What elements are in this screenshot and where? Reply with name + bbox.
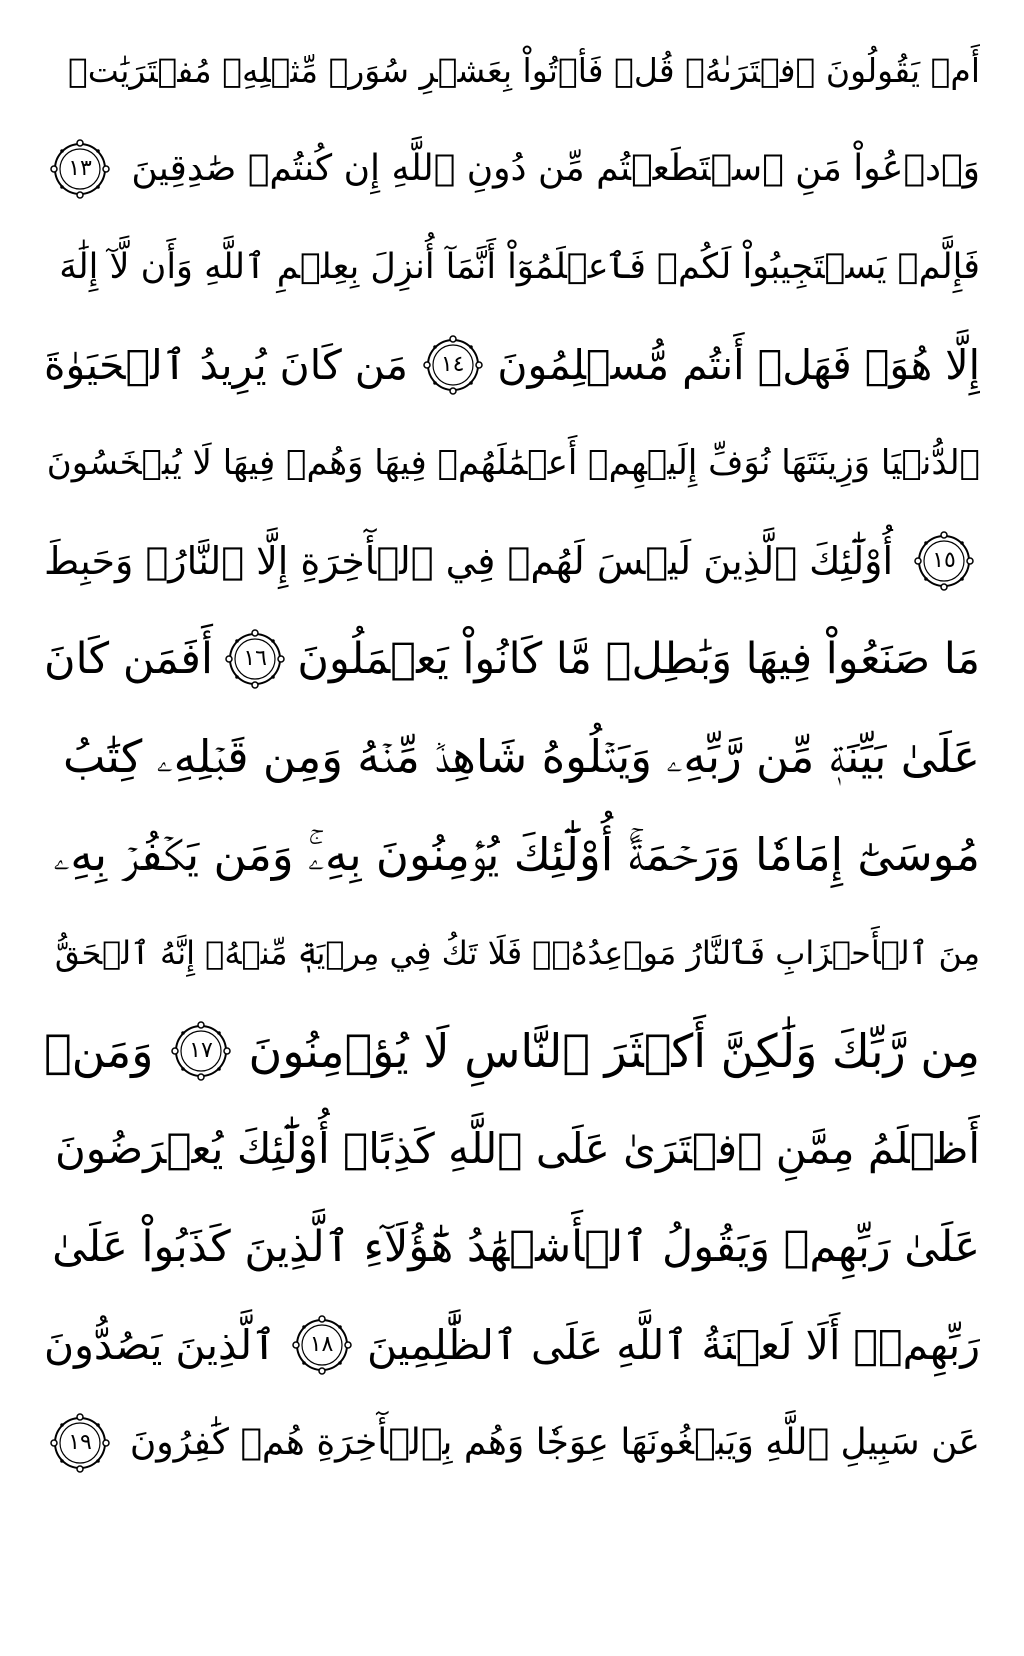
ayah-end-marker [50, 139, 110, 199]
verse-text: وَمَنۡ [44, 1024, 154, 1078]
verse-text: أَفَمَن كَانَ [44, 634, 213, 684]
verse-text: أُوْلَٰٓئِكَ ٱلَّذِينَ لَيۡسَ لَهُمۡ فِي ٱلۡأٓخِرَةِ إِلَّا ٱلنَّارُۖ وَحَبِطَ [44, 539, 894, 583]
verse-text: مِنَ ٱلۡأَحۡزَابِ فَٱلنَّارُ مَوۡعِدُهُۥۚ فَلَا تَكُ فِي مِرۡيَةٖ مِّنۡهُۚ إِنَّهُ ٱلۡحَقُّ [54, 934, 980, 972]
text-line [44, 414, 980, 512]
text-line [44, 218, 980, 316]
text-line [44, 1198, 980, 1296]
verse-text: مِن رَّبِّكَ وَلَٰكِنَّ أَكۡثَرَ ٱلنَّاسِ لَا يُؤۡمِنُونَ [248, 1024, 980, 1078]
verse-text: مَا صَنَعُواْ فِيهَا وَبَٰطِلٞ مَّا كَانُواْ يَعۡمَلُونَ [297, 634, 980, 684]
text-line [44, 708, 980, 806]
text-line [44, 316, 980, 414]
text-line [44, 120, 980, 218]
text-line [44, 1100, 980, 1198]
ayah-end-marker [50, 1413, 110, 1473]
text-line [44, 512, 980, 610]
verse-text: أَمۡ يَقُولُونَ ٱفۡتَرَىٰهُۖ قُلۡ فَأۡتُواْ بِعَشۡرِ سُوَرٖ مِّثۡلِهِۦ مُفۡتَرَيَٰتٖ [68, 51, 980, 90]
ayah-end-marker [914, 531, 974, 591]
ayah-number: ١٦ [243, 646, 267, 671]
verse-text: ٱلَّذِينَ يَصُدُّونَ [44, 1321, 277, 1369]
verse-text-block [44, 22, 980, 1492]
ayah-number: ١٣ [68, 156, 92, 181]
ayah-number: ١٤ [440, 352, 465, 377]
text-line [44, 1394, 980, 1492]
verse-text: وَٱدۡعُواْ مَنِ ٱسۡتَطَعۡتُم مِّن دُونِ ٱللَّهِ إِن كُنتُمۡ صَٰدِقِينَ [131, 148, 980, 189]
verse-text: مُوسَىٰٓ إِمَامٗا وَرَحۡمَةًۚ أُوْلَٰٓئِكَ يُؤۡمِنُونَ بِهِۦۚ وَمَن يَكۡفُرۡ بِهِۦ [53, 828, 980, 881]
verse-text: رَبِّهِمۡۚ أَلَا لَعۡنَةُ ٱللَّهِ عَلَى ٱلظَّٰلِمِينَ [366, 1321, 980, 1369]
ayah-number: ١٥ [932, 548, 956, 573]
ayah-number: ١٩ [68, 1430, 92, 1455]
text-line [44, 1296, 980, 1394]
ayah-end-marker [225, 629, 285, 689]
ayah-number: ١٨ [309, 1332, 334, 1357]
verse-text: عَلَىٰ بَيِّنَةٖ مِّن رَّبِّهِۦ وَيَتۡلُوهُ شَاهِدٞ مِّنۡهُ وَمِن قَبۡلِهِۦ كِتَٰبُ [63, 730, 980, 783]
verse-text: عَلَىٰ رَبِّهِمۡ وَيَقُولُ ٱلۡأَشۡهَٰدُ هَٰٓؤُلَآءِ ٱلَّذِينَ كَذَبُواْ عَلَىٰ [52, 1222, 980, 1272]
verse-text: ٱلدُّنۡيَا وَزِينَتَهَا نُوَفِّ إِلَيۡهِمۡ أَعۡمَٰلَهُمۡ فِيهَا وَهُمۡ فِيهَا لَا يُبۡخَسُونَ [46, 443, 980, 483]
verse-text: أَظۡلَمُ مِمَّنِ ٱفۡتَرَىٰ عَلَى ٱللَّهِ كَذِبًاۚ أُوْلَٰٓئِكَ يُعۡرَضُونَ [54, 1124, 980, 1173]
ayah-end-marker [292, 1315, 352, 1375]
text-line [44, 1002, 980, 1100]
text-line [44, 22, 980, 120]
verse-text: إِلَّا هُوَۖ فَهَلۡ أَنتُم مُّسۡلِمُونَ [497, 341, 980, 389]
text-line [44, 610, 980, 708]
ayah-end-marker [423, 335, 483, 395]
ayah-end-marker [171, 1021, 231, 1081]
verse-text: فَإِلَّمۡ يَسۡتَجِيبُواْ لَكُمۡ فَٱعۡلَمُوٓاْ أَنَّمَآ أُنزِلَ بِعِلۡمِ ٱللَّهِ وَأَن لَّآ إِلَٰهَ [59, 247, 980, 287]
text-line [44, 904, 980, 1002]
verse-text: عَن سَبِيلِ ٱللَّهِ وَيَبۡغُونَهَا عِوَجٗا وَهُم بِٱلۡأٓخِرَةِ هُمۡ كَٰفِرُونَ [129, 1422, 980, 1463]
verse-text: مَن كَانَ يُرِيدُ ٱلۡحَيَوٰةَ [44, 341, 408, 389]
text-line [44, 806, 980, 904]
ayah-number: ١٧ [189, 1038, 213, 1063]
